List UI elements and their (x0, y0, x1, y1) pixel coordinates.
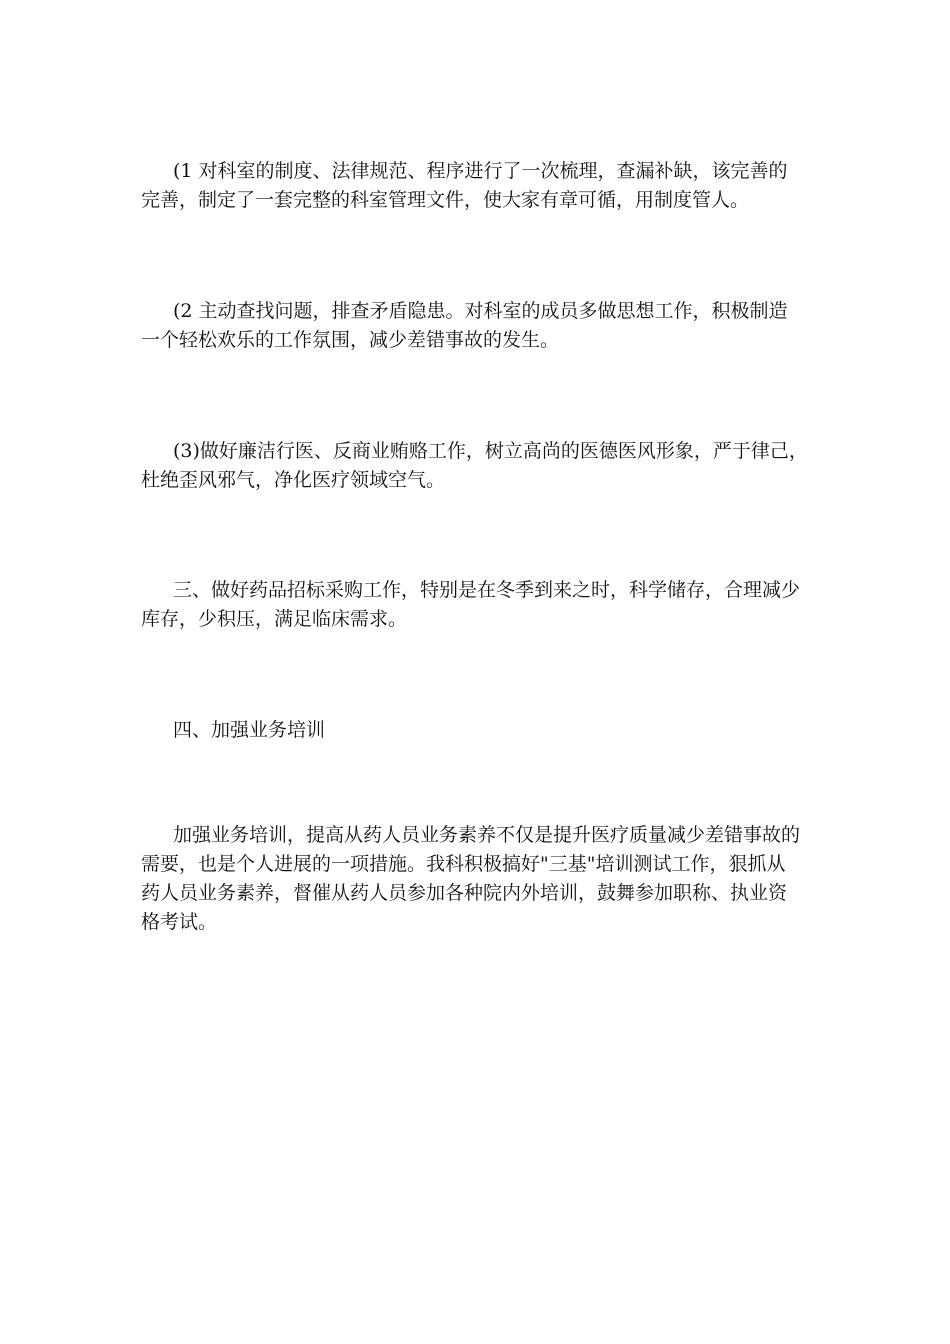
paragraph-line: 完善，制定了一套完整的科室管理文件，使大家有章可循，用制度管人。 (141, 189, 750, 211)
paragraph-line: 格考试。 (141, 911, 218, 933)
paragraph-line: 药人员业务素养，督催从药人员参加各种院内外培训，鼓舞参加职称、执业资 (141, 882, 788, 904)
section-heading (141, 716, 811, 745)
paragraph-5 (141, 821, 811, 937)
paragraph-line: (2 主动查找问题，排查矛盾隐患。对科室的成员多做思想工作，积极制造 (173, 300, 788, 322)
paragraph-line: 四、加强业务培训 (173, 719, 326, 741)
paragraph-line: 三、做好药品招标采购工作，特别是在冬季到来之时，科学储存，合理减少 (173, 579, 801, 601)
paragraph-line: 杜绝歪风邪气，净化医疗领域空气。 (141, 469, 446, 491)
paragraph-1 (141, 157, 811, 215)
paragraph-line: (1 对科室的制度、法律规范、程序进行了一次梳理，查漏补缺，该完善的 (173, 160, 788, 182)
paragraph-4 (141, 576, 811, 634)
paragraph-line: 需要，也是个人进展的一项措施。我科积极搞好"三基"培训测试工作，狠抓从 (141, 853, 786, 875)
paragraph-line: 加强业务培训，提高从药人员业务素养不仅是提升医疗质量减少差错事故的 (173, 824, 801, 846)
paragraph-line: (3)做好廉洁行医、反商业贿赂工作，树立高尚的医德医风形象，严于律己， (173, 440, 808, 462)
paragraph-line: 库存，少积压，满足临床需求。 (141, 608, 408, 630)
paragraph-3 (141, 437, 811, 495)
paragraph-2 (141, 297, 811, 355)
paragraph-line: 一个轻松欢乐的工作氛围，减少差错事故的发生。 (141, 329, 560, 351)
